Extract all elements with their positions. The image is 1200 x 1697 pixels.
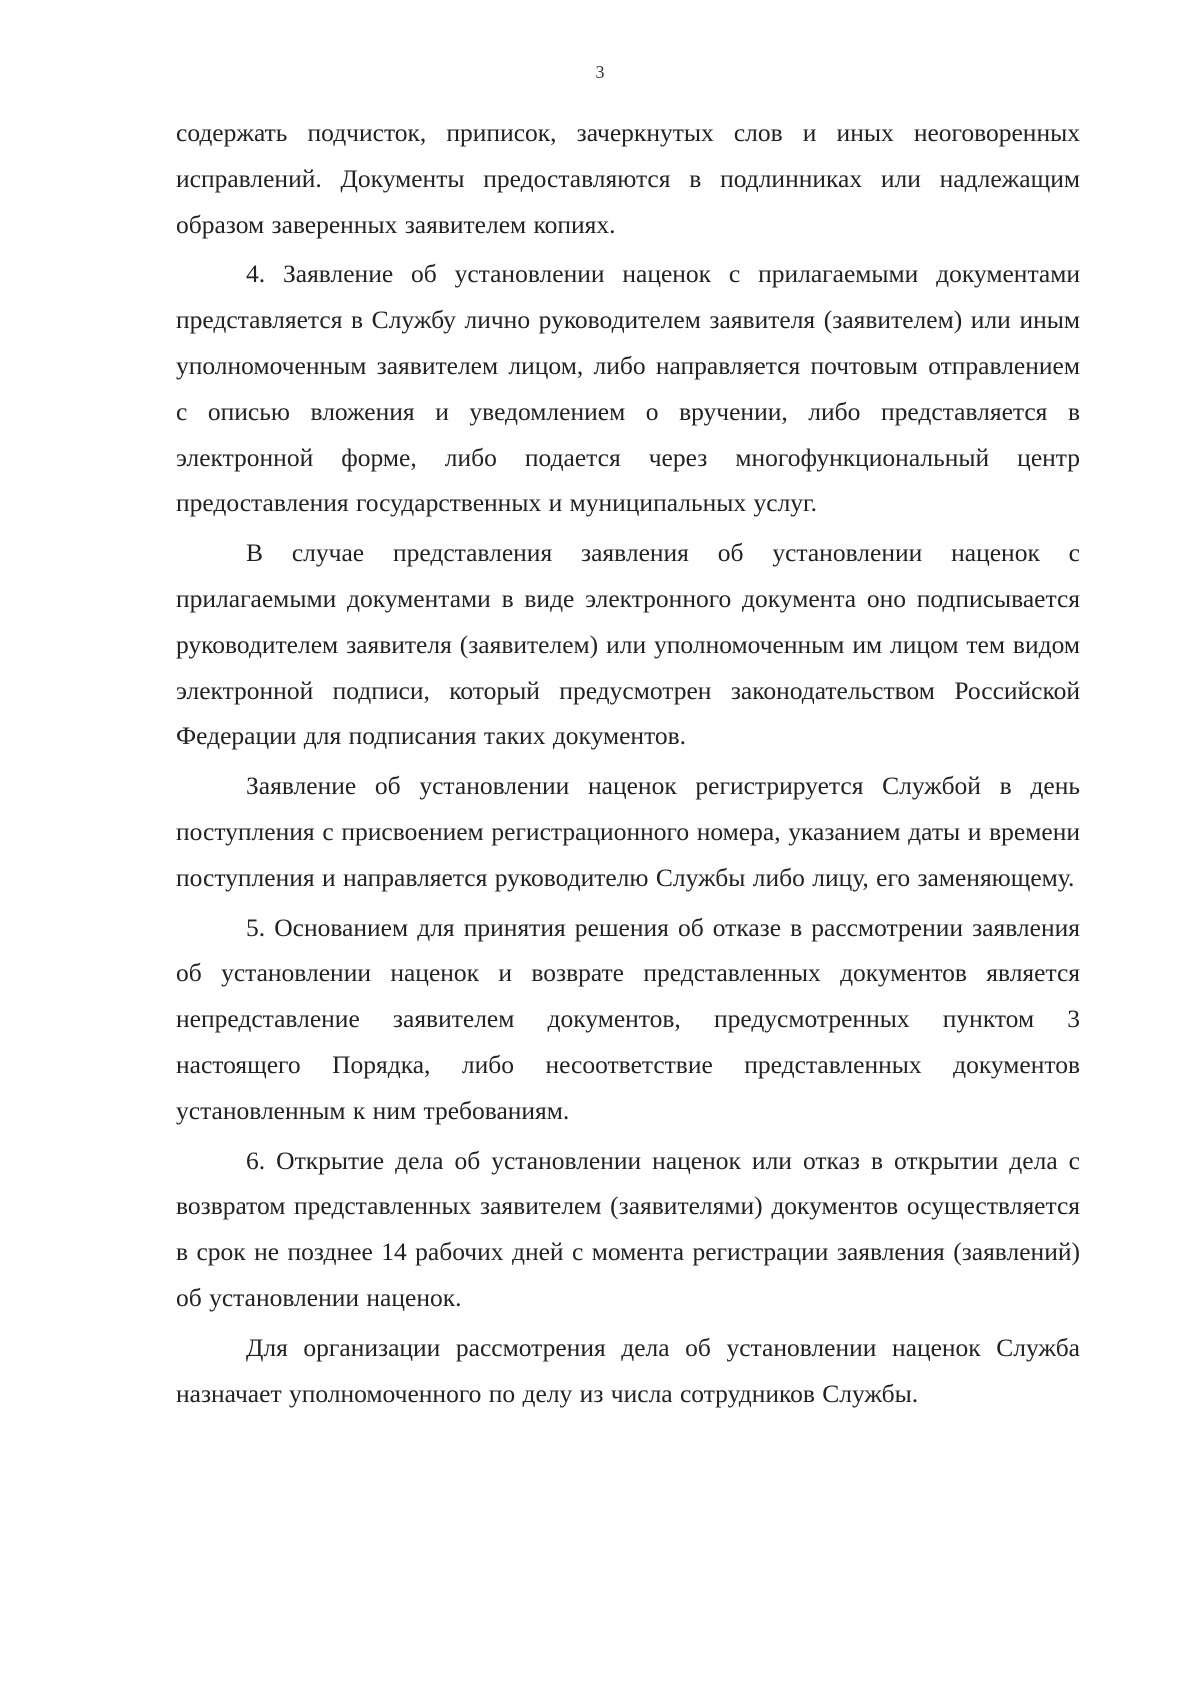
paragraph-registration: Заявление об установлении наценок регистрируется Службой в день поступления с присвоением регистрационного номера, указанием даты и времени поступления и направляется руководителю Службы либо лицу, его заменяющему. [176,771,1080,892]
paragraph-item-6: 6. Открытие дела об установлении наценок или отказ в открытии дела с возвратом представленных заявителем (заявителями) документов осуществляется в срок не позднее 14 рабочих дней с момента регистрации заявления (заявлений) об установлении наценок. [176,1145,1080,1312]
paragraph-electronic-submission: В случае представления заявления об установлении наценок с прилагаемыми документами в виде электронного документа оно подписывается руководителем заявителя (заявителем) или уполномоченным им лицом тем видом электронной подписи, который предусмотрен законодательством Российской Федерации для подписания таких документов. [176,538,1080,751]
document-body [176,110,1080,1420]
paragraph-appointment: Для организации рассмотрения дела об установлении наценок Служба назначает уполномоченного по делу из числа сотрудников Службы. [176,1332,1080,1408]
page-number: 3 [595,62,605,82]
paragraph-continuation: содержать подчисток, приписок, зачеркнутых слов и иных неоговоренных исправлений. Документы предоставляются в подлинниках или надлежащим образом заверенных заявителем копиях. [176,118,1080,239]
paragraph-item-5: 5. Основанием для принятия решения об отказе в рассмотрении заявления об установлении наценок и возврате представленных документов является непредставление заявителем документов, предусмотренных пунктом 3 настоящего Порядка, либо несоответствие представленных документов установленным к ним требованиям. [176,912,1080,1125]
paragraph-item-4: 4. Заявление об установлении наценок с прилагаемыми документами представляется в Службу лично руководителем заявителя (заявителем) или иным уполномоченным заявителем лицом, либо направляется почтовым отправлением с описью вложения и уведомлением о вручении, либо представляется в электронной форме, либо подается через многофункциональный центр предоставления государственных и муниципальных услуг. [176,259,1080,518]
